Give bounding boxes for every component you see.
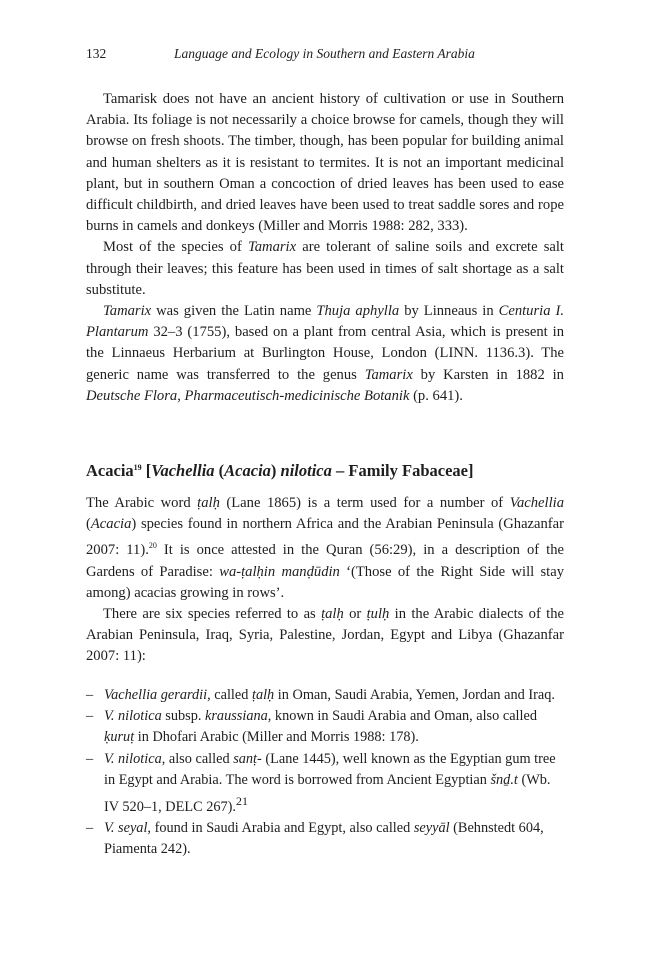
italic-term: Vachellia: [509, 495, 564, 511]
text-run: (: [214, 461, 225, 480]
italic-term: V. seyal: [104, 819, 148, 836]
text-run: (: [86, 516, 91, 533]
italic-term: Tamarix: [364, 366, 413, 383]
text-run: by Linneaus in: [399, 303, 499, 320]
text-run: Most of the species of: [103, 239, 248, 256]
text-run: subsp.: [161, 708, 206, 725]
text-run: , also called: [161, 750, 234, 767]
italic-term: Tamarix: [247, 239, 297, 256]
paragraph: [86, 604, 564, 668]
italic-term: V. nilotica: [104, 708, 162, 725]
list-item: [86, 706, 564, 748]
list-item: [86, 685, 564, 706]
page-number: 132: [86, 46, 107, 61]
section-heading: [86, 461, 564, 481]
text-run: (Behnstedt 604, Piamenta 242).: [104, 819, 544, 858]
text-run: (Lane 1865) is a term used for a number of: [219, 495, 510, 511]
text-run: Tamarisk does not have an ancient history of cultivation or use in Southern Arabia. Its foliage is not necessarily a choice browse for camels, though they will browse on fresh shoots. The timber, though, has been popular for building animal and human shelters as it is resistant to termites. It is not an important medicinal plant, but in southern Oman a concoction of dried leaves has been used to ease difficult childbirth, and dried leaves have been used to treat saddle sores and rope burns in camels and donkeys (Miller and Morris 1988: 282, 333).: [86, 91, 564, 235]
italic-term: seyyāl: [413, 819, 450, 836]
italic-term: wa-ṭalḥin manḍūdin: [219, 563, 340, 580]
text-run: There are six species referred to as: [103, 606, 322, 623]
italic-term: sanṭ-: [233, 750, 262, 767]
text-run: ) species found in northern Africa and the Arabian Peninsula (Ghazanfar 2007: 11).: [86, 516, 564, 559]
italic-term: Deutsche Flora: [86, 387, 178, 404]
paragraph: [86, 237, 564, 301]
italic-term: ṭalḥ: [321, 606, 344, 623]
text-run: ,: [177, 387, 185, 404]
text-run: (Lane 1445), well known as the Egyptian gum tree in Egypt and Arabia. The word is borrowed from Ancient Egyptian: [104, 750, 556, 788]
italic-term: Acacia: [224, 461, 271, 480]
paragraph: [86, 301, 564, 407]
text-run: are tolerant of saline soils and excrete salt through their leaves; this feature has been used in times of salt shortage as a salt substitute.: [86, 239, 564, 298]
paragraph: [86, 89, 564, 237]
list-item: [86, 818, 564, 860]
text-run: (p. 641).: [409, 387, 463, 404]
tamarisk-section: [86, 89, 564, 407]
acacia-section: [86, 493, 564, 668]
text-run: was given the Latin name: [151, 303, 317, 320]
text-run: , called: [207, 687, 252, 703]
text-run: ): [270, 461, 281, 480]
text-run: ‘(Those of the Right Side will stay among) acacias growing in rows’.: [86, 563, 564, 601]
italic-term: Vachellia: [151, 461, 215, 480]
text-run: in the Arabic dialects of the Arabian Peninsula, Iraq, Syria, Palestine, Jordan, Egypt and Libya (Ghazanfar 2007: 11):: [86, 606, 565, 665]
text-run: (Wb. IV 520–1, DELC 267).: [104, 771, 551, 815]
text-run: The Arabic word: [86, 495, 198, 511]
italic-term: kraussiana: [205, 708, 268, 725]
italic-term: Acacia: [90, 516, 132, 533]
italic-term: Pharmaceutisch-medicinische Botanik: [184, 387, 410, 404]
italic-term: Tamarix: [103, 303, 152, 320]
list-dash: –: [86, 819, 94, 836]
footnote-ref[interactable]: 20: [148, 541, 157, 551]
text-run: , known in Saudi Arabia and Oman, also called: [267, 708, 537, 725]
running-header: [86, 46, 564, 64]
list-dash: –: [86, 708, 94, 725]
running-title: Language and Ecology in Southern and Eastern Arabia: [174, 46, 475, 61]
italic-term: ṭalḥ: [251, 687, 275, 703]
text-run: or: [343, 606, 367, 623]
italic-term: Vachellia gerardii: [104, 687, 208, 703]
italic-term: ṭalḥ: [197, 495, 220, 511]
italic-term: ḳuruṭ: [104, 729, 135, 746]
text-run: It is once attested in the Quran (56:29), in a description of the Gardens of Paradise:: [86, 542, 564, 580]
paragraph: [86, 493, 564, 604]
list-dash: –: [86, 687, 94, 703]
species-list: [86, 685, 564, 860]
text-run: by Karsten in 1882 in: [412, 366, 564, 383]
list-item: [86, 749, 564, 818]
text-run: [: [141, 461, 152, 480]
list-dash: –: [86, 750, 94, 767]
italic-term: šnḏ.t: [490, 771, 518, 788]
italic-term: Thuja aphylla: [316, 303, 400, 320]
italic-term: V. nilotica: [104, 750, 162, 767]
text-run: – Family Fabaceae]: [331, 461, 474, 480]
italic-term: Centuria I. Plantarum: [86, 303, 564, 341]
text-run: 32–3 (1755), based on a plant from central Asia, which is present in the Linnaeus Herbarium at Burlington House, London (LINN. 1136.3). The generic name was transferred to the genus: [86, 324, 564, 383]
text-run: , found in Saudi Arabia and Egypt, also called: [147, 819, 414, 836]
italic-term: nilotica: [280, 461, 332, 480]
text-run: in Dhofari Arabic (Miller and Morris 1988: 178).: [134, 729, 419, 746]
text-run: in Oman, Saudi Arabia, Yemen, Jordan and Iraq.: [274, 687, 555, 703]
italic-term: ṭulḥ: [366, 606, 390, 623]
text-run: Acacia: [86, 461, 134, 480]
footnote-ref[interactable]: 21: [235, 794, 248, 809]
footnote-ref[interactable]: 19: [133, 463, 142, 472]
